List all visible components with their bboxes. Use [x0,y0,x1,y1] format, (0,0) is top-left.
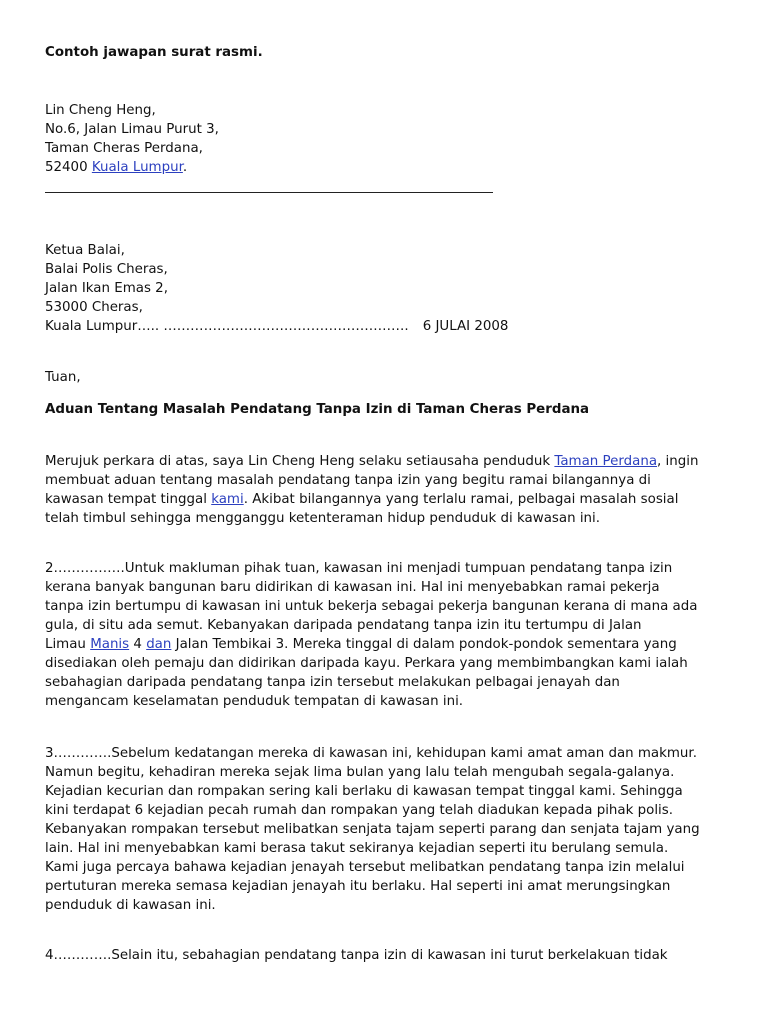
paragraph-line: tanpa izin bertumpu di kawasan ini untuk bekerja sebagai pekerja bangunan kerana di mana ada [45,599,698,614]
dan-link[interactable]: dan [146,637,172,652]
document-title: Contoh jawapan surat rasmi. [45,45,263,60]
recipient-line: Jalan Ikan Emas 2, [45,281,168,296]
kuala-lumpur-link[interactable]: Kuala Lumpur [91,160,183,175]
sender-name: Lin Cheng Heng, [45,103,156,118]
recipient-address [45,241,508,336]
text-segment: . Akibat bilangannya yang terlalu ramai, pelbagai masalah sosial [243,492,679,507]
paragraph-line: Kejadian kecurian dan rompakan sering kali berlaku di kawasan tempat tinggal kami. Sehingga [45,784,683,799]
paragraph-1 [45,452,698,528]
paragraph-line: disediakan oleh pemaju dan didirikan daripada kayu. Perkara yang membimbangkan kami ialah [45,656,688,671]
paragraph-line: Namun begitu, kehadiran mereka sejak lima bulan yang lalu telah mengubah segala-galanya. [45,765,675,780]
text-segment: 4 [129,637,147,652]
salutation: Tuan, [45,370,81,385]
recipient-line: Balai Polis Cheras, [45,262,168,277]
paragraph-line: gula, di situ ada semut. Kebanyakan daripada pendatang tanpa izin itu tertumpu di Jalan [45,618,642,633]
text-segment: Merujuk perkara di atas, saya Lin Cheng Heng selaku setiausaha penduduk [45,454,555,469]
paragraph-line: penduduk di kawasan ini. [45,898,216,913]
sender-address [45,101,219,177]
paragraph-2 [45,559,697,711]
recipient-city-date-line [45,317,508,336]
text-segment: kawasan tempat tinggal [45,492,212,507]
taman-perdana-link[interactable]: Taman Perdana [554,454,658,469]
paragraph-line: kini terdapat 6 kejadian pecah rumah dan rompakan yang telah diadukan kepada pihak polis. [45,803,673,818]
recipient-line: Ketua Balai, [45,243,125,258]
paragraph-line: lain. Hal ini menyebabkan kami berasa takut sekiranya kejadian seperti itu berulang semula. [45,841,669,856]
sender-address-line: No.6, Jalan Limau Purut 3, [45,122,219,137]
paragraph-line: pertuturan mereka semasa kejadian jenayah itu berlaku. Hal seperti ini amat merungsingkan [45,879,671,894]
sender-postcode: 52400 [45,160,92,175]
letter-subject: Aduan Tentang Masalah Pendatang Tanpa Izin di Taman Cheras Perdana [45,402,590,417]
paragraph-line [45,452,698,471]
sender-address-line: Taman Cheras Perdana, [45,141,203,156]
paragraph-line [45,490,698,509]
paragraph-line: Kebanyakan rompakan tersebut melibatkan senjata tajam seperti parang dan senjata tajam yang [45,822,700,837]
paragraph-line: membuat aduan tentang masalah pendatang tanpa izin yang begitu ramai bilangannya di [45,473,651,488]
sender-postcode-line [45,158,219,177]
address-divider [45,192,493,193]
recipient-line: 53000 Cheras, [45,300,143,315]
paragraph-line: mengancam keselamatan penduduk tempatan di kawasan ini. [45,694,464,709]
paragraph-line [45,635,697,654]
paragraph-line: 2…………….Untuk makluman pihak tuan, kawasan ini menjadi tumpuan pendatang tanpa izin [45,561,673,576]
paragraph-3 [45,744,700,915]
paragraph-4 [45,946,668,965]
text-segment: Limau [45,637,91,652]
paragraph-line: 4………….Selain itu, sebahagian pendatang tanpa izin di kawasan ini turut berkelakuan tidak [45,948,668,963]
paragraph-line: telah timbul sehingga mengganggu ketenteraman hidup penduduk di kawasan ini. [45,511,601,526]
paragraph-line: 3………….Sebelum kedatangan mereka di kawasan ini, kehidupan kami amat aman dan makmur. [45,746,697,761]
letter-date: 6 JULAI 2008 [422,319,509,334]
kami-link[interactable]: kami [211,492,244,507]
paragraph-line: sebahagian daripada pendatang tanpa izin tersebut melakukan pelbagai jenayah dan [45,675,620,690]
paragraph-line: kerana banyak bangunan baru didirikan di kawasan ini. Hal ini menyebabkan ramai pekerja [45,580,660,595]
recipient-city: Kuala Lumpur….. ………………………………………………. [45,319,409,334]
paragraph-line: Kami juga percaya bahawa kejadian jenayah tersebut melibatkan pendatang tanpa izin melalui [45,860,685,875]
sender-city-suffix: . [182,160,188,175]
text-segment: Jalan Tembikai 3. Mereka tinggal di dalam pondok-pondok sementara yang [171,637,677,652]
manis-link[interactable]: Manis [90,637,130,652]
text-segment: , ingin [657,454,699,469]
